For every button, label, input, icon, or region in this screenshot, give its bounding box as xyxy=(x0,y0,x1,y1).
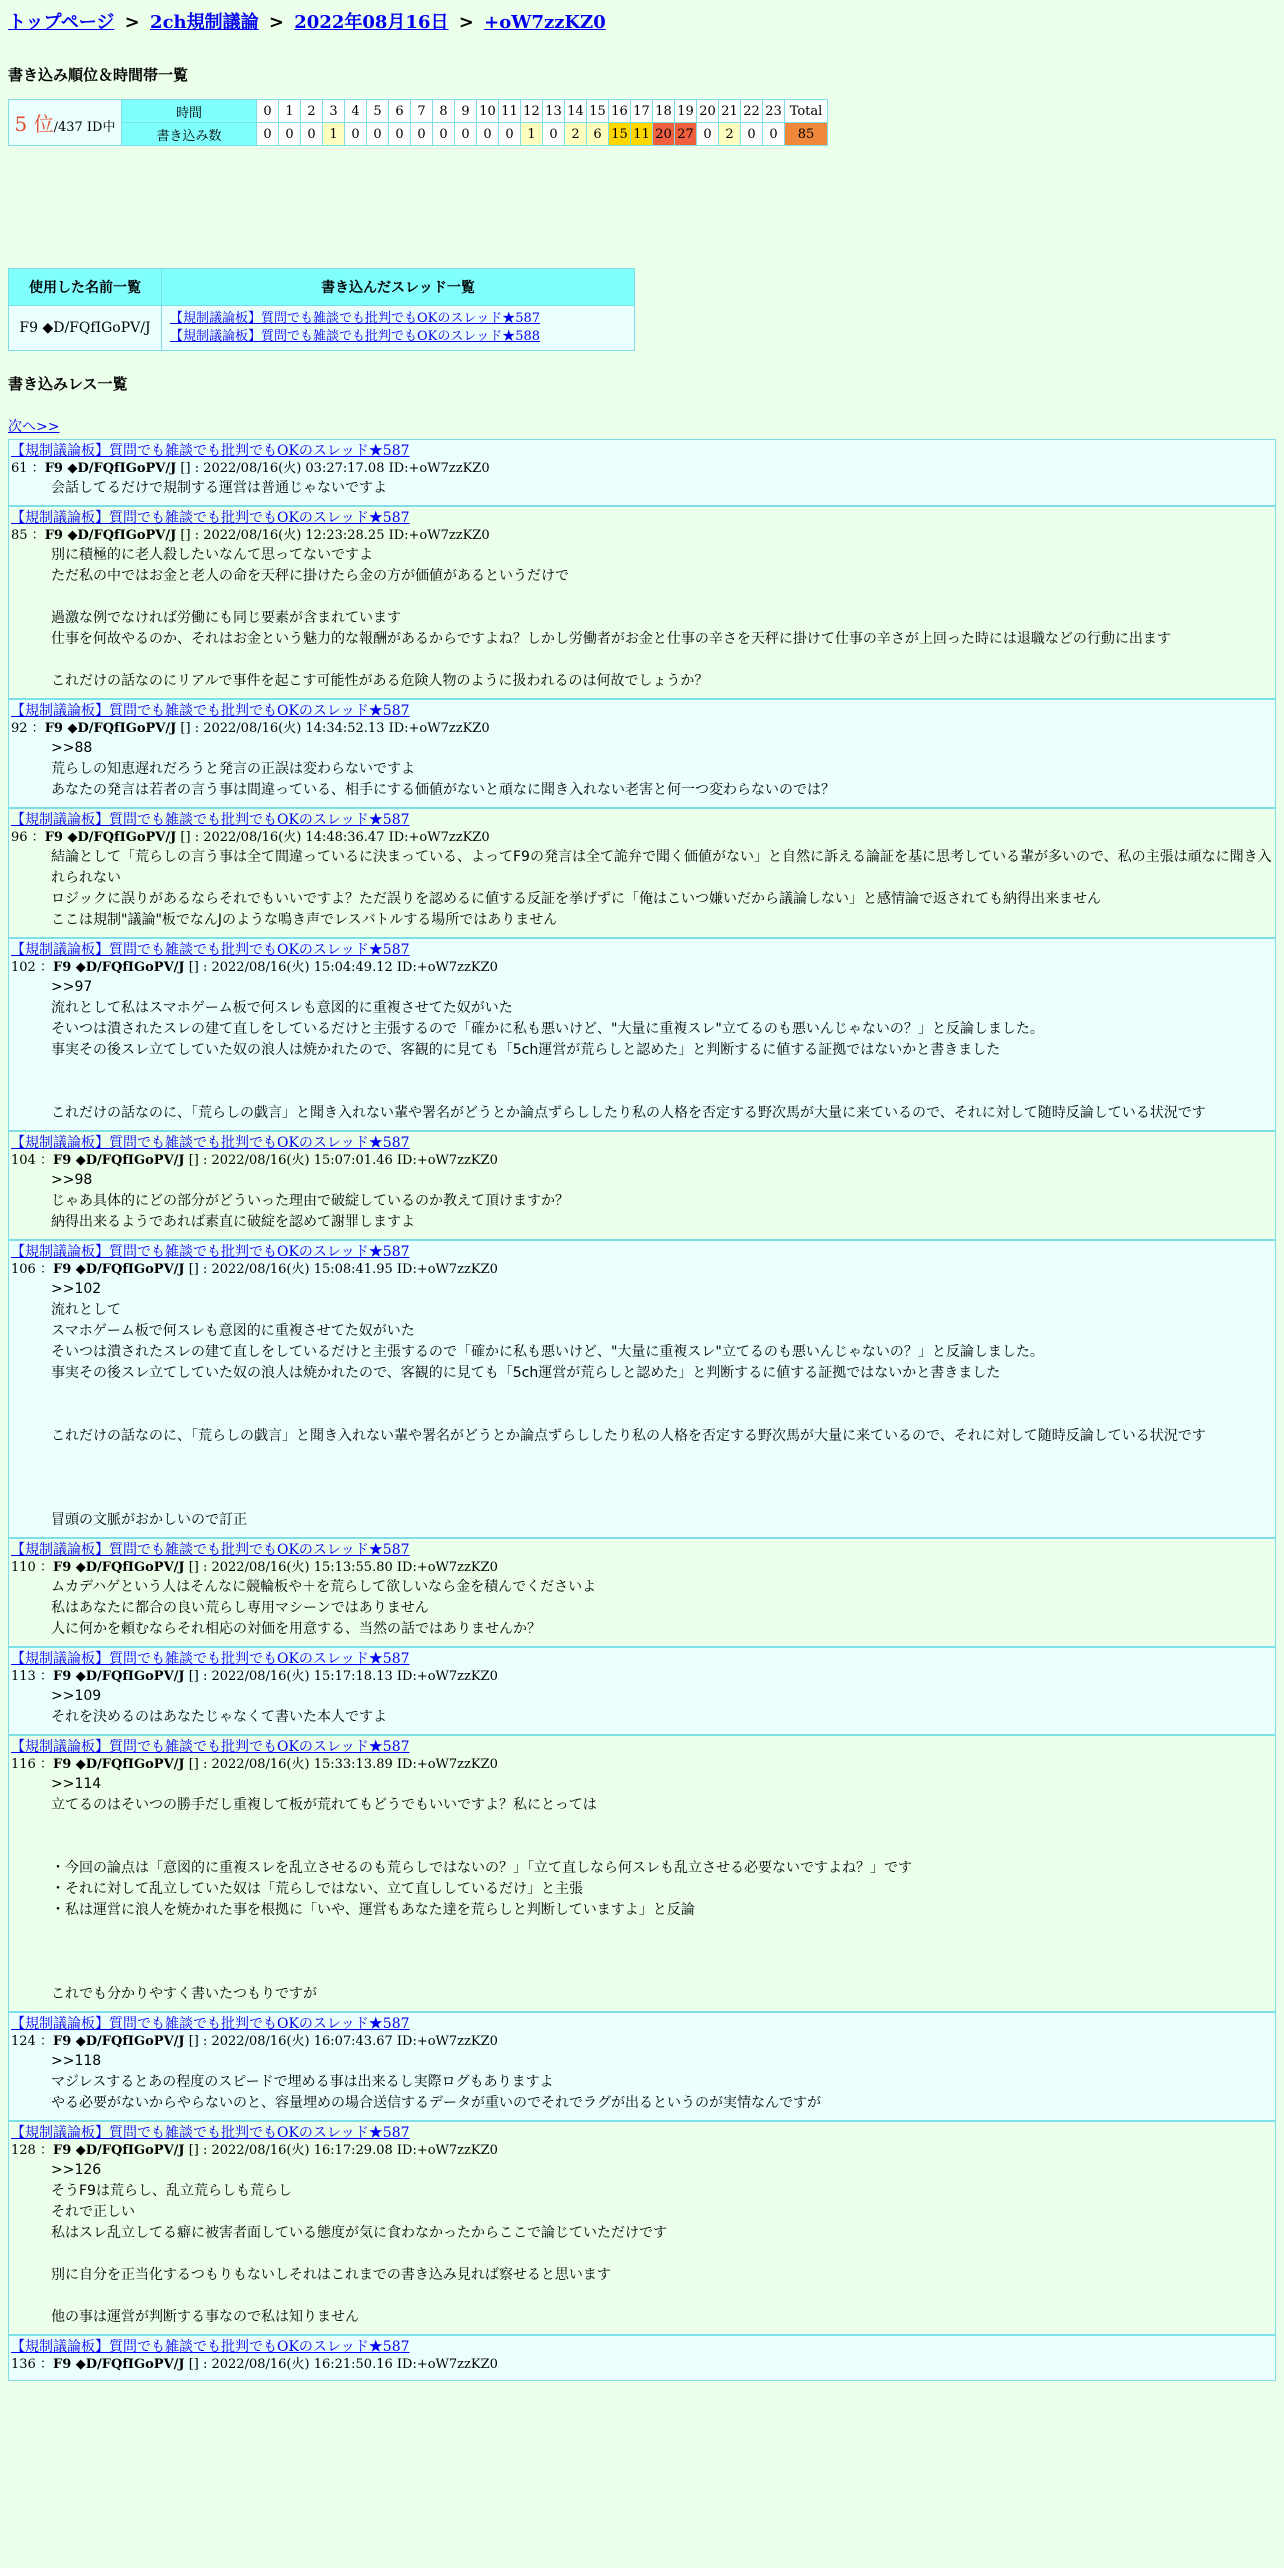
hour-header: 9 xyxy=(455,100,477,123)
breadcrumb-separator: > xyxy=(124,12,140,33)
rank-suffix: /437 ID中 xyxy=(53,120,116,135)
post-thread-link[interactable]: 【規制議論板】質問でも雑談でも批判でもOKのスレッド★587 xyxy=(11,1651,410,1667)
post-number: 85 xyxy=(11,528,28,543)
hour-count: 1 xyxy=(521,123,543,146)
post-meta: [] : 2022/08/16(火) 03:27:17.08 ID:+oW7zzKZ0 xyxy=(180,461,490,476)
hour-header: 1 xyxy=(279,100,301,123)
post-meta: [] : 2022/08/16(火) 15:04:49.12 ID:+oW7zzKZ0 xyxy=(188,960,498,975)
post-item xyxy=(8,699,1276,808)
post-author: F9 ◆D/FQfIGoPV/J xyxy=(52,1153,185,1168)
post-header: 61 ：F9 ◆D/FQfIGoPV/J [] : 2022/08/16(火) 03:27:17.08 ID:+oW7zzKZ0 xyxy=(11,461,490,476)
post-body: ムカデハゲという人はそんなに競輪板や＋を荒らして欲しいなら金を積んでくださいよ 私はあなたに都合の良い荒らし専用マシーンではありません 人に何かを頼むならそれ相応の対価を用意する、当然の話ではありませんか？ xyxy=(51,1579,597,1637)
used-name: F9 ◆D/FQfIGoPV/J xyxy=(9,306,162,351)
time-label: 時間 xyxy=(122,100,257,123)
breadcrumb-board-link[interactable]: 2ch規制議論 xyxy=(150,12,259,33)
hour-header: 10 xyxy=(477,100,499,123)
post-number: 113 xyxy=(11,1669,36,1684)
post-thread-link[interactable]: 【規制議論板】質問でも雑談でも批判でもOKのスレッド★587 xyxy=(11,703,410,719)
post-meta: [] : 2022/08/16(火) 15:33:13.89 ID:+oW7zzKZ0 xyxy=(188,1757,498,1772)
total-count: 85 xyxy=(785,123,828,146)
hour-header: 14 xyxy=(565,100,587,123)
post-thread-link[interactable]: 【規制議論板】質問でも雑談でも批判でもOKのスレッド★587 xyxy=(11,812,410,828)
post-meta: [] : 2022/08/16(火) 16:17:29.08 ID:+oW7zzKZ0 xyxy=(188,2143,498,2158)
post-header: 96 ：F9 ◆D/FQfIGoPV/J [] : 2022/08/16(火) 14:48:36.47 ID:+oW7zzKZ0 xyxy=(11,830,490,845)
post-item xyxy=(8,1538,1276,1647)
post-meta: [] : 2022/08/16(火) 14:34:52.13 ID:+oW7zzKZ0 xyxy=(180,721,490,736)
hour-header: 16 xyxy=(609,100,631,123)
hour-count: 0 xyxy=(411,123,433,146)
post-thread-link[interactable]: 【規制議論板】質問でも雑談でも批判でもOKのスレッド★587 xyxy=(11,2125,410,2141)
post-item xyxy=(8,1240,1276,1538)
hour-header: 4 xyxy=(345,100,367,123)
post-meta: [] : 2022/08/16(火) 14:48:36.47 ID:+oW7zzKZ0 xyxy=(180,830,490,845)
post-body: >>114 立てるのはそいつの勝手だし重複して板が荒れてもどうでもいいですよ？私にとっては ・今回の論点は「意図的に重複スレを乱立させるのも荒らしではないの？」「立て直しなら何スレも乱立させる必要ないですよね？」です ・それに対して乱立していた奴は「荒らしではない、立て直ししているだけ」と主張 ・私は運営に浪人を焼かれた事を根拠に「いや、運営もあなた達を荒らしと判断していますよ」と反論 これでも分かりやすく書いたつもりですが xyxy=(51,1776,912,2002)
hour-count: 6 xyxy=(587,123,609,146)
post-author: F9 ◆D/FQfIGoPV/J xyxy=(52,1757,185,1772)
post-header: 106 ：F9 ◆D/FQfIGoPV/J [] : 2022/08/16(火) 15:08:41.95 ID:+oW7zzKZ0 xyxy=(11,1262,498,1277)
post-meta: [] : 2022/08/16(火) 15:13:55.80 ID:+oW7zzKZ0 xyxy=(188,1560,498,1575)
hour-header: 8 xyxy=(433,100,455,123)
hour-count: 2 xyxy=(565,123,587,146)
post-item xyxy=(8,2012,1276,2121)
post-body: >>126 そうF9は荒らし、乱立荒らしも荒らし それで正しい 私はスレ乱立してる癖に被害者面している態度が気に食わなかったからここで論じていただけです 別に自分を正当化するつもりもないしそれはこれまでの書き込み見れば察せると思います 他の事は運営が判断する事なので私は知りません xyxy=(51,2162,667,2325)
post-body: >>97 流れとして私はスマホゲーム板で何スレも意図的に重複させてた奴がいた そいつは潰されたスレの建て直しをしているだけと主張するので「確かに私も悪いけど、"大量に重複スレ"立てるのも悪いんじゃないの？」と反論しました。 事実その後スレ立てしていた奴の浪人は焼かれたので、客観的に見ても「5ch運営が荒らしと認めた」と判断するに値する証拠ではないかと書きました これだけの話なのに、「荒らしの戯言」と聞き入れない輩や署名がどうとか論点ずらししたり私の人格を否定する野次馬が大量に来ているので、それに対して随時反論している状況です xyxy=(51,979,1206,1121)
hour-count: 0 xyxy=(433,123,455,146)
post-thread-link[interactable]: 【規制議論板】質問でも雑談でも批判でもOKのスレッド★587 xyxy=(11,2016,410,2032)
total-header: Total xyxy=(785,100,828,123)
post-body: >>88 荒らしの知恵遅れだろうと発言の正誤は変わらないですよ あなたの発言は若者の言う事は間違っている、相手にする価値がないと頑なに聞き入れない老害と何一つ変わらないのでは？ xyxy=(51,740,835,798)
hour-header: 7 xyxy=(411,100,433,123)
hour-count: 0 xyxy=(763,123,785,146)
hour-count: 0 xyxy=(499,123,521,146)
post-author: F9 ◆D/FQfIGoPV/J xyxy=(52,2143,185,2158)
hour-count: 11 xyxy=(631,123,653,146)
post-author: F9 ◆D/FQfIGoPV/J xyxy=(52,960,185,975)
names-column-header: 使用した名前一覧 xyxy=(9,269,162,306)
post-item xyxy=(8,1735,1276,2012)
post-thread-link[interactable]: 【規制議論板】質問でも雑談でも批判でもOKのスレッド★587 xyxy=(11,1244,410,1260)
post-header: 124 ：F9 ◆D/FQfIGoPV/J [] : 2022/08/16(火) 16:07:43.67 ID:+oW7zzKZ0 xyxy=(11,2034,498,2049)
hour-header: 11 xyxy=(499,100,521,123)
post-author: F9 ◆D/FQfIGoPV/J xyxy=(52,1560,185,1575)
names-table xyxy=(8,268,635,351)
post-item xyxy=(8,938,1276,1131)
post-number: 92 xyxy=(11,721,28,736)
post-item xyxy=(8,506,1276,699)
hour-header: 15 xyxy=(587,100,609,123)
post-body: >>118 マジレスするとあの程度のスピードで埋める事は出来るし実際ログもありますよ やる必要がないからやらないのと、容量埋めの場合送信するデータが重いのでそれでラグが出るというのが実情なんですが xyxy=(51,2053,821,2111)
hour-count: 0 xyxy=(367,123,389,146)
breadcrumb xyxy=(8,8,1276,34)
hour-count: 0 xyxy=(543,123,565,146)
next-page-link[interactable]: 次へ>> xyxy=(8,419,60,435)
post-header: 85 ：F9 ◆D/FQfIGoPV/J [] : 2022/08/16(火) 12:23:28.25 ID:+oW7zzKZ0 xyxy=(11,528,490,543)
hour-header: 12 xyxy=(521,100,543,123)
threads-cell xyxy=(162,306,635,351)
hour-header: 2 xyxy=(301,100,323,123)
hour-count: 1 xyxy=(323,123,345,146)
breadcrumb-top-link[interactable]: トップページ xyxy=(8,12,115,33)
hour-header: 0 xyxy=(257,100,279,123)
post-number: 104 xyxy=(11,1153,36,1168)
post-meta: [] : 2022/08/16(火) 16:21:50.16 ID:+oW7zzKZ0 xyxy=(188,2357,498,2372)
hourly-table xyxy=(8,99,828,146)
thread-link[interactable]: 【規制議論板】質問でも雑談でも批判でもOKのスレッド★588 xyxy=(170,329,541,344)
post-number: 61 xyxy=(11,461,28,476)
rank-value: 5 位 xyxy=(14,112,54,136)
post-body: >>102 流れとして スマホゲーム板で何スレも意図的に重複させてた奴がいた そいつは潰されたスレの建て直しをしているだけと主張するので「確かに私も悪いけど、"大量に重複スレ"立てるのも悪いんじゃないの？」と反論しました。 事実その後スレ立てしていた奴の浪人は焼かれたので、客観的に見ても「5ch運営が荒らしと認めた」と判断するに値する証拠ではないかと書きました これだけの話なのに、「荒らしの戯言」と聞き入れない輩や署名がどうとか論点ずらししたり私の人格を否定する野次馬が大量に来ているので、それに対して随時反論している状況です 冒頭の文脈がおかしいので訂正 xyxy=(51,1281,1206,1528)
post-author: F9 ◆D/FQfIGoPV/J xyxy=(52,2034,185,2049)
hour-count: 2 xyxy=(719,123,741,146)
breadcrumb-id-link[interactable]: +oW7zzKZ0 xyxy=(484,12,606,33)
count-label: 書き込み数 xyxy=(122,123,257,146)
post-body: 会話してるだけで規制する運営は普通じゃないですよ xyxy=(51,480,387,496)
hour-count: 0 xyxy=(257,123,279,146)
post-author: F9 ◆D/FQfIGoPV/J xyxy=(52,2357,185,2372)
post-author: F9 ◆D/FQfIGoPV/J xyxy=(44,461,177,476)
post-header: 104 ：F9 ◆D/FQfIGoPV/J [] : 2022/08/16(火) 15:07:01.46 ID:+oW7zzKZ0 xyxy=(11,1153,498,1168)
post-header: 102 ：F9 ◆D/FQfIGoPV/J [] : 2022/08/16(火) 15:04:49.12 ID:+oW7zzKZ0 xyxy=(11,960,498,975)
hour-header: 5 xyxy=(367,100,389,123)
post-number: 110 xyxy=(11,1560,36,1575)
post-author: F9 ◆D/FQfIGoPV/J xyxy=(44,830,177,845)
post-meta: [] : 2022/08/16(火) 15:07:01.46 ID:+oW7zzKZ0 xyxy=(188,1153,498,1168)
post-item xyxy=(8,2335,1276,2381)
breadcrumb-separator: > xyxy=(458,12,474,33)
hour-count: 0 xyxy=(455,123,477,146)
hour-count: 0 xyxy=(345,123,367,146)
post-header: 110 ：F9 ◆D/FQfIGoPV/J [] : 2022/08/16(火) 15:13:55.80 ID:+oW7zzKZ0 xyxy=(11,1560,498,1575)
hour-count: 27 xyxy=(675,123,697,146)
hour-header: 22 xyxy=(741,100,763,123)
post-item xyxy=(8,1647,1276,1735)
hour-count: 0 xyxy=(741,123,763,146)
post-number: 128 xyxy=(11,2143,36,2158)
breadcrumb-date-link[interactable]: 2022年08月16日 xyxy=(294,12,449,33)
post-header: 113 ：F9 ◆D/FQfIGoPV/J [] : 2022/08/16(火) 15:17:18.13 ID:+oW7zzKZ0 xyxy=(11,1669,498,1684)
breadcrumb-separator: > xyxy=(268,12,284,33)
post-body: >>109 それを決めるのはあなたじゃなくて書いた本人ですよ xyxy=(51,1688,387,1725)
post-meta: [] : 2022/08/16(火) 16:07:43.67 ID:+oW7zzKZ0 xyxy=(188,2034,498,2049)
post-item xyxy=(8,808,1276,938)
post-thread-link[interactable]: 【規制議論板】質問でも雑談でも批判でもOKのスレッド★587 xyxy=(11,510,410,526)
post-number: 136 xyxy=(11,2357,36,2372)
threads-column-header: 書き込んだスレッド一覧 xyxy=(162,269,635,306)
post-number: 116 xyxy=(11,1757,36,1772)
post-author: F9 ◆D/FQfIGoPV/J xyxy=(44,721,177,736)
hourly-section-title: 書き込み順位＆時間帯一覧 xyxy=(8,66,189,84)
hour-header: 19 xyxy=(675,100,697,123)
post-header: 92 ：F9 ◆D/FQfIGoPV/J [] : 2022/08/16(火) 14:34:52.13 ID:+oW7zzKZ0 xyxy=(11,721,490,736)
post-author: F9 ◆D/FQfIGoPV/J xyxy=(52,1262,185,1277)
post-body: 別に積極的に老人殺したいなんて思ってないですよ ただ私の中ではお金と老人の命を天秤に掛けたら金の方が価値があるというだけで 過激な例でなければ労働にも同じ要素が含まれています 仕事を何故やるのか、それはお金という魅力的な報酬があるからですよね？しかし労働者がお金と仕事の辛さを天秤に掛けて仕事の辛さが上回った時には退職などの行動に出ます これだけの話なのにリアルで事件を起こす可能性がある危険人物のように扱われるのは何故でしょうか？ xyxy=(51,547,1171,689)
post-header: 136 ：F9 ◆D/FQfIGoPV/J [] : 2022/08/16(火) 16:21:50.16 ID:+oW7zzKZ0 xyxy=(11,2357,498,2372)
post-author: F9 ◆D/FQfIGoPV/J xyxy=(52,1669,185,1684)
post-thread-link[interactable]: 【規制議論板】質問でも雑談でも批判でもOKのスレッド★587 xyxy=(11,443,410,459)
post-thread-link[interactable]: 【規制議論板】質問でも雑談でも批判でもOKのスレッド★587 xyxy=(11,942,410,958)
hour-header: 3 xyxy=(323,100,345,123)
post-header: 128 ：F9 ◆D/FQfIGoPV/J [] : 2022/08/16(火) 16:17:29.08 ID:+oW7zzKZ0 xyxy=(11,2143,498,2158)
post-thread-link[interactable]: 【規制議論板】質問でも雑談でも批判でもOKのスレッド★587 xyxy=(11,1542,410,1558)
post-meta: [] : 2022/08/16(火) 12:23:28.25 ID:+oW7zzKZ0 xyxy=(180,528,490,543)
post-number: 106 xyxy=(11,1262,36,1277)
hour-count: 15 xyxy=(609,123,631,146)
post-thread-link[interactable]: 【規制議論板】質問でも雑談でも批判でもOKのスレッド★587 xyxy=(11,2339,410,2355)
hour-header: 23 xyxy=(763,100,785,123)
post-number: 96 xyxy=(11,830,28,845)
posts-list xyxy=(8,439,1276,2381)
hour-count: 20 xyxy=(653,123,675,146)
hour-count: 0 xyxy=(697,123,719,146)
post-author: F9 ◆D/FQfIGoPV/J xyxy=(44,528,177,543)
post-body: >>98 じゃあ具体的にどの部分がどういった理由で破綻しているのか教えて頂けますか？ 納得出来るようであれば素直に破綻を認めて謝罪しますよ xyxy=(51,1172,569,1230)
rank-cell xyxy=(9,100,122,146)
posts-section-title: 書き込みレス一覧 xyxy=(8,375,128,393)
hour-header: 20 xyxy=(697,100,719,123)
post-thread-link[interactable]: 【規制議論板】質問でも雑談でも批判でもOKのスレッド★587 xyxy=(11,1739,410,1755)
post-item xyxy=(8,439,1276,506)
hour-count: 0 xyxy=(389,123,411,146)
post-meta: [] : 2022/08/16(火) 15:08:41.95 ID:+oW7zzKZ0 xyxy=(188,1262,498,1277)
hour-header: 17 xyxy=(631,100,653,123)
hour-count: 0 xyxy=(279,123,301,146)
post-item xyxy=(8,1131,1276,1240)
hour-header: 6 xyxy=(389,100,411,123)
post-header: 116 ：F9 ◆D/FQfIGoPV/J [] : 2022/08/16(火) 15:33:13.89 ID:+oW7zzKZ0 xyxy=(11,1757,498,1772)
hour-count: 0 xyxy=(301,123,323,146)
hour-header: 13 xyxy=(543,100,565,123)
post-meta: [] : 2022/08/16(火) 15:17:18.13 ID:+oW7zzKZ0 xyxy=(188,1669,498,1684)
post-item xyxy=(8,2121,1276,2335)
post-body: 結論として「荒らしの言う事は全て間違っているに決まっている、よってF9の発言は全て詭弁で聞く価値がない」と自然に訴える論証を基に思考している輩が多いので、私の主張は頑なに聞き入れられない ロジックに誤りがあるならそれでもいいですよ？ただ誤りを認めるに値する反証を挙げずに「俺はこいつ嫌いだから議論しない」と感情論で返されても納得出来ません ここは規制"議論"板でなんJのような鳴き声でレスバトルする場所ではありません xyxy=(51,849,1272,928)
hour-header: 18 xyxy=(653,100,675,123)
thread-link[interactable]: 【規制議論板】質問でも雑談でも批判でもOKのスレッド★587 xyxy=(170,311,541,326)
post-number: 102 xyxy=(11,960,36,975)
post-number: 124 xyxy=(11,2034,36,2049)
hour-count: 0 xyxy=(477,123,499,146)
post-thread-link[interactable]: 【規制議論板】質問でも雑談でも批判でもOKのスレッド★587 xyxy=(11,1135,410,1151)
hour-header: 21 xyxy=(719,100,741,123)
